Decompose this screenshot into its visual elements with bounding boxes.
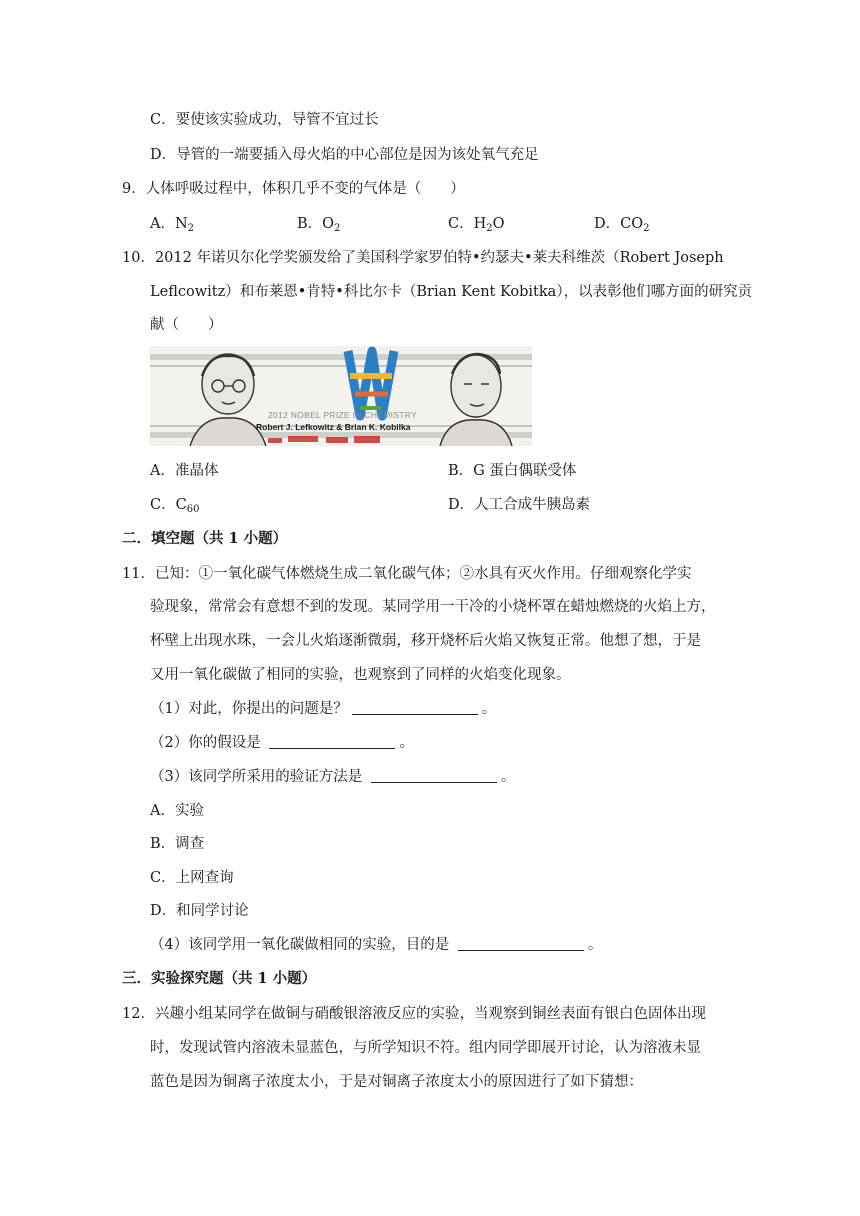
q11-option-c: C．上网查询 <box>150 870 234 886</box>
q9-option-d: D．$CO_2$ <box>594 216 650 234</box>
q12-stem-line1: 12．兴趣小组某同学在做铜与硝酸银溶液反应的实验，当观察到铜丝表面有银白色固体出现 <box>122 1006 706 1022</box>
protein-structure-icon <box>348 351 394 416</box>
q11-option-d: D．和同学讨论 <box>150 903 249 919</box>
q11-part3: （3）该同学所采用的验证方法是 。 <box>150 769 516 785</box>
section-fill-in-title: 二．填空题（共 1 小题） <box>122 530 288 547</box>
q9-option-b: B．$O_2$ <box>297 216 341 234</box>
q11-part4-blank <box>458 936 584 951</box>
q11-stem-line4: 又用一氧化碳做了相同的实验，也观察到了同样的火焰变化现象。 <box>150 667 571 683</box>
nobel-prize-figure <box>150 346 532 446</box>
q8-option-c: C．要使该实验成功，导管不宜过长 <box>150 112 379 128</box>
q11-stem-line1: 11．已知：①一氧化碳气体燃烧生成二氧化碳气体；②水具有灭火作用。仔细观察化学实 <box>122 566 692 582</box>
portrait-right-icon <box>440 354 512 446</box>
q11-part3-blank <box>371 768 497 783</box>
figure-caption-names: Robert J. Lefkowitz & Brian K. Kobilka <box>256 422 411 432</box>
q11-part1-blank <box>352 700 478 715</box>
q11-part2-blank <box>269 734 395 749</box>
portrait-left-icon <box>190 354 266 446</box>
q11-part1: （1）对此，你提出的问题是？ 。 <box>150 701 497 717</box>
q10-option-a: A．准晶体 <box>150 463 219 479</box>
q10-option-c: C．$C_{60}$ <box>150 497 200 515</box>
q10-option-d: D．人工合成牛胰岛素 <box>448 497 591 513</box>
q9-stem: 9．人体呼吸过程中，体积几乎不变的气体是（ ） <box>122 181 465 197</box>
q9-option-a: A．$N_2$ <box>150 216 195 234</box>
q11-option-a: A．实验 <box>150 803 204 819</box>
q10-stem-line2: Leflcowitz）和布莱恩•肯特•科比尔卡（Brian Kent Kobitka），以表彰他们哪方面的研究贡 <box>150 284 753 300</box>
q10-stem-line3: 献（ ） <box>150 317 223 333</box>
q8-option-d: D．导管的一端要插入母火焰的中心部位是因为该处氧气充足 <box>150 147 539 163</box>
q11-part4: （4）该同学用一氧化碳做相同的实验，目的是 。 <box>150 937 603 953</box>
q10-stem-line1: 10．2012 年诺贝尔化学奖颁发给了美国科学家罗伯特•约瑟夫•莱夫科维茨（Robert Joseph <box>122 250 724 266</box>
section-experiment-title: 三．实验探究题（共 1 小题） <box>122 970 317 987</box>
figure-caption-prize: 2012 NOBEL PRIZE IN CHEMISTRY <box>268 410 417 420</box>
q11-option-b: B．调查 <box>150 836 205 852</box>
q11-part2: （2）你的假设是 。 <box>150 735 414 751</box>
q12-stem-line2: 时，发现试管内溶液未显蓝色，与所学知识不符。组内同学即展开讨论，认为溶液未显 <box>150 1040 701 1056</box>
q9-option-c: C．$H_2O$ <box>448 216 505 234</box>
q11-stem-line3: 杯壁上出现水珠，一会儿火焰逐渐微弱，移开烧杯后火焰又恢复正常。他想了想，于是 <box>150 633 701 649</box>
q10-option-b: B．G 蛋白偶联受体 <box>448 463 577 479</box>
q11-stem-line2: 验现象，常常会有意想不到的发现。某同学用一干冷的小烧杯罩在蜡烛燃烧的火焰上方， <box>150 599 716 615</box>
q12-stem-line3: 蓝色是因为铜离子浓度太小，于是对铜离子浓度太小的原因进行了如下猜想： <box>150 1074 643 1090</box>
